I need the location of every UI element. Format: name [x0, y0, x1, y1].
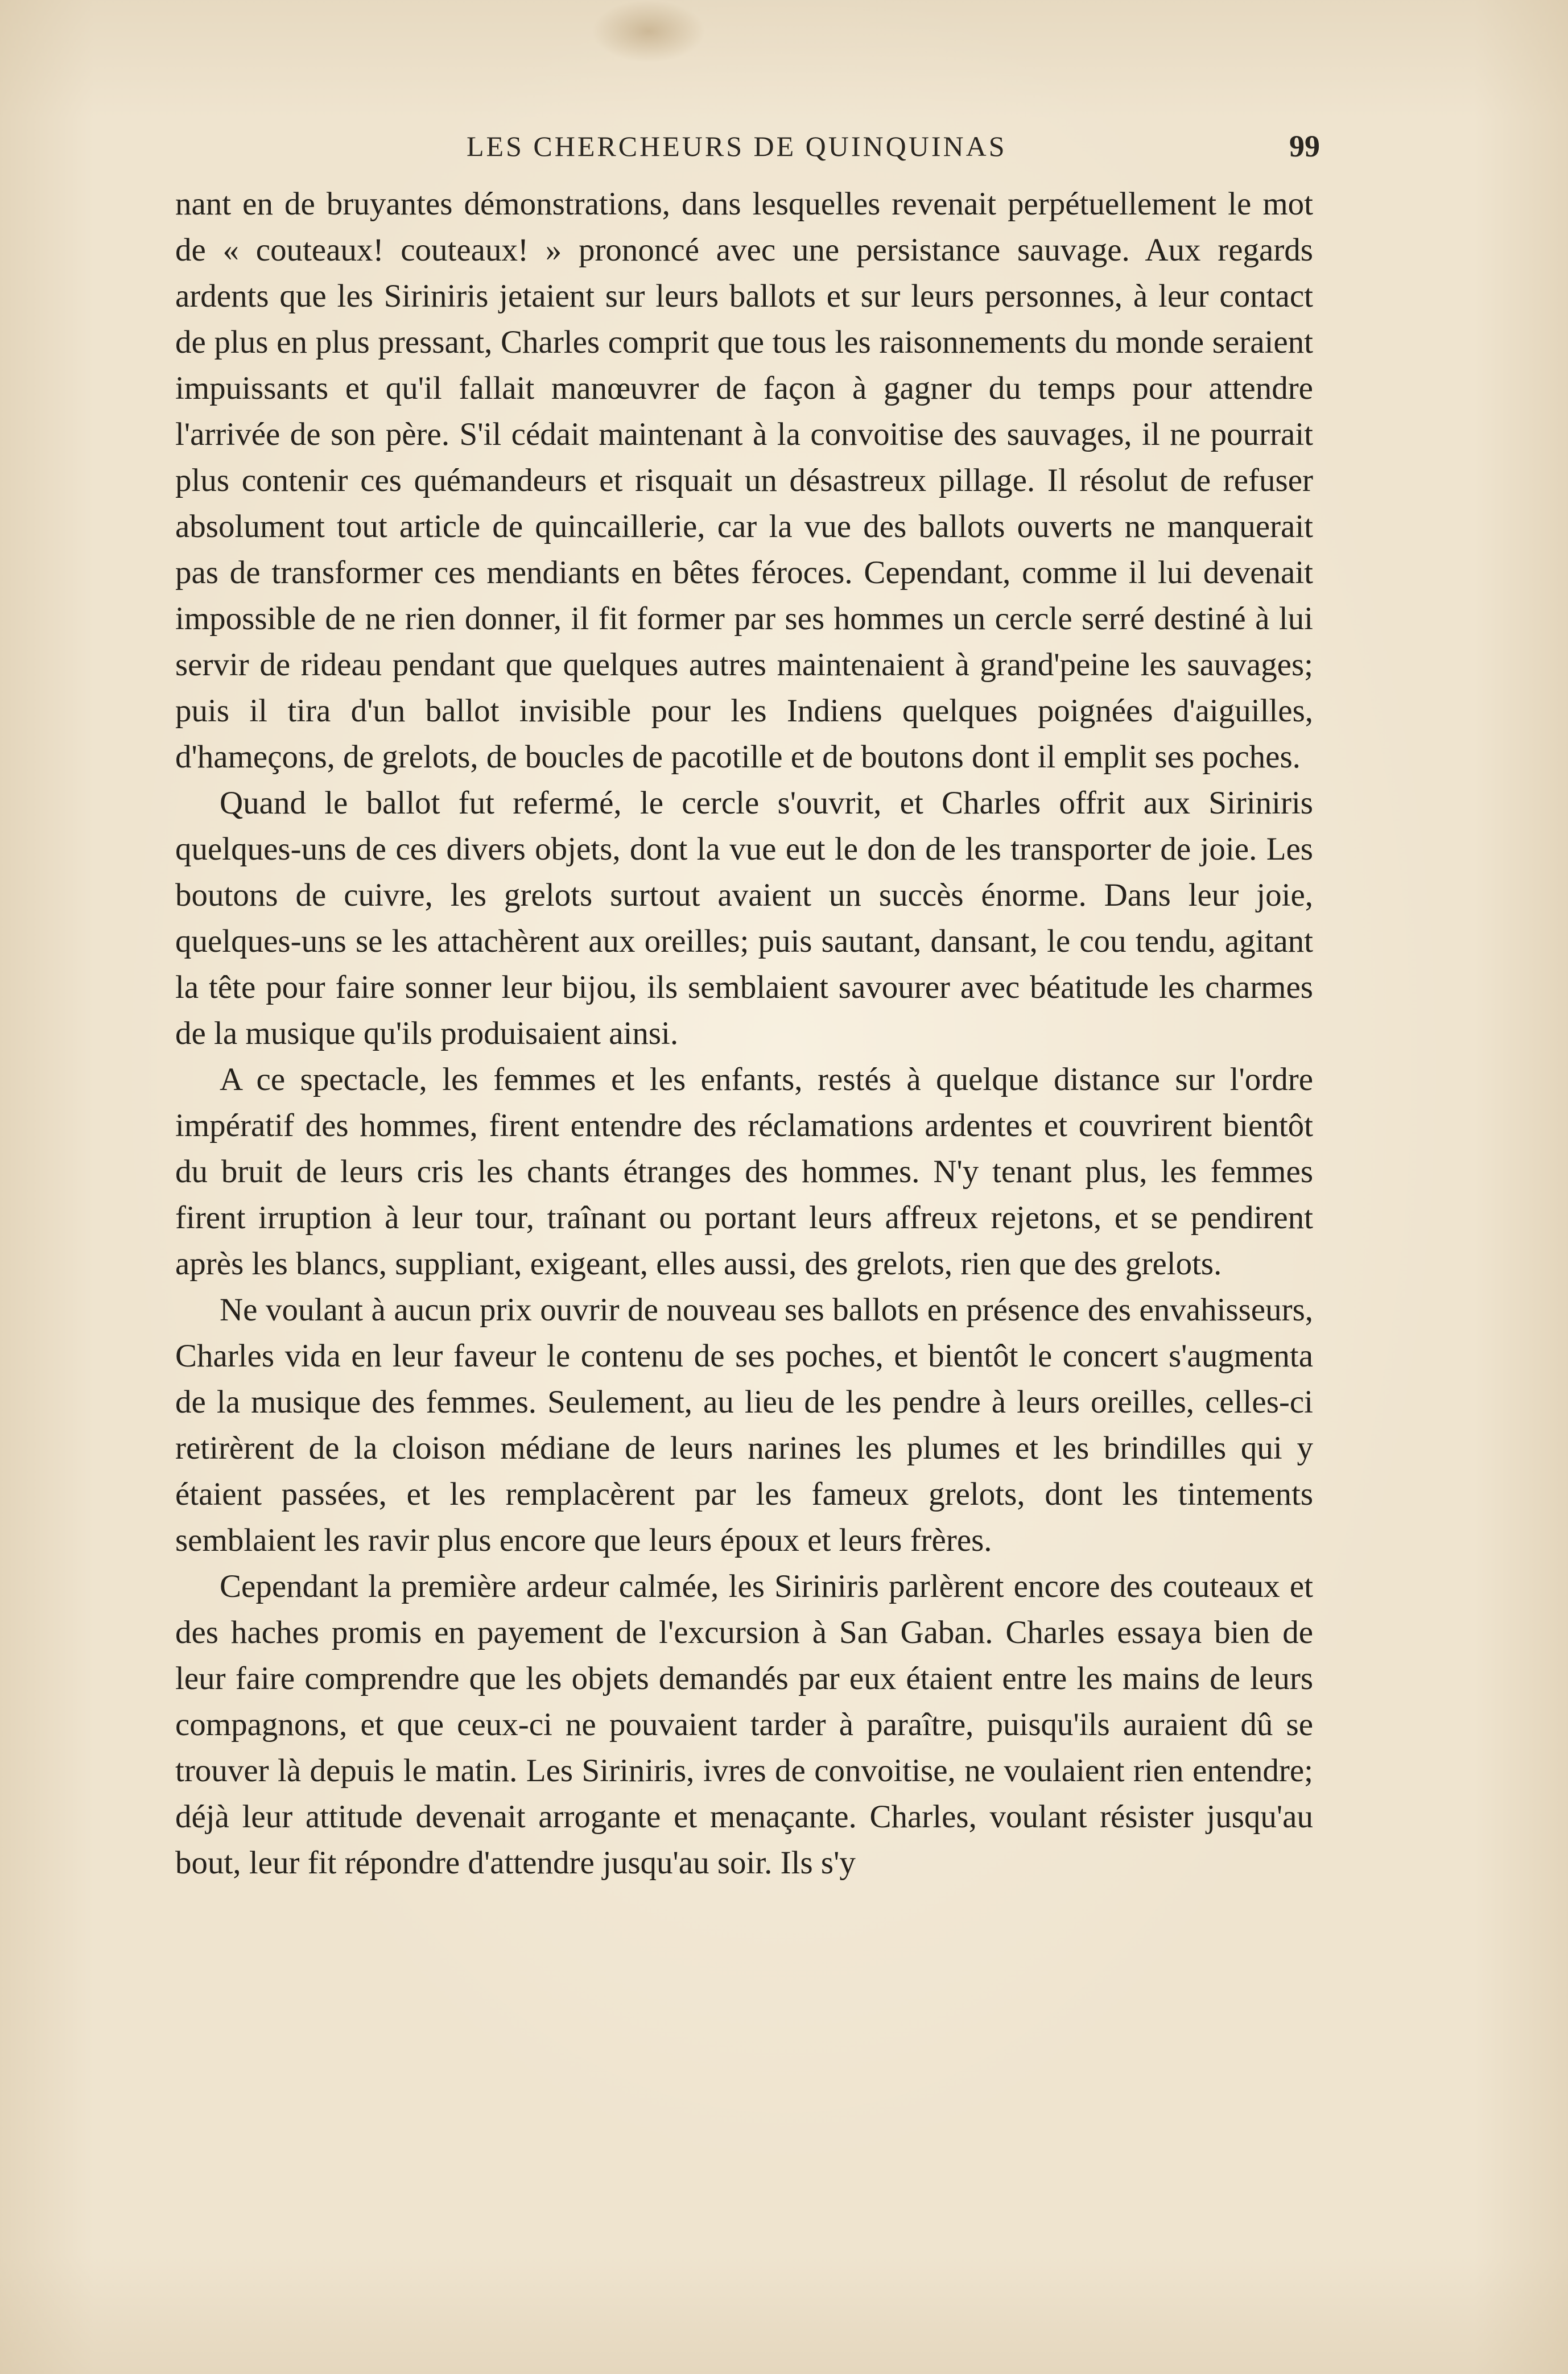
paper-stain [592, 0, 705, 63]
page-number: 99 [1289, 129, 1320, 163]
paragraph: Quand le ballot fut refermé, le cercle s'ouvrit, et Charles offrit aux Siriniris quelques-uns de ces divers objets, dont la vue eut le don de les transporter de joie. Les boutons de cuivre, les grelots surtout avaient un succès énorme. Dans leur joie, quelques-uns se les attachèrent aux oreilles; puis sautant, dansant, le cou tendu, agitant la tête pour faire sonner leur bijou, ils semblaient savourer avec béatitude les charmes de la musique qu'ils produisaient ainsi. [175, 785, 1313, 1051]
running-head: LES CHERCHEURS DE QUINQUINAS [467, 130, 1007, 162]
paragraph: Cependant la première ardeur calmée, les Siriniris parlèrent encore des couteaux et des haches promis en payement de l'excursion à San Gaban. Charles essaya bien de leur faire comprendre que les objets demandés par eux étaient entre les mains de leurs compagnons, et que ceux-ci ne pouvaient tarder à paraître, puisqu'ils auraient dû se trouver là depuis le matin. Les Siriniris, ivres de convoitise, ne voulaient rien entendre; déjà leur attitude devenait arrogante et menaçante. Charles, voulant résister jusqu'au bout, leur fit répondre d'attendre jusqu'au soir. Ils s'y [175, 1568, 1313, 1881]
body-text [175, 181, 1313, 1886]
paragraph: Ne voulant à aucun prix ouvrir de nouveau ses ballots en présence des envahisseurs, Charles vida en leur faveur le contenu de ses poches, et bientôt le concert s'augmenta de la musique des femmes. Seulement, au lieu de les pendre à leurs oreilles, celles-ci retirèrent de la cloison médiane de leurs narines les plumes et les brindilles qui y étaient passées, et les remplacèrent par les fameux grelots, dont les tintements semblaient les ravir plus encore que leurs époux et leurs frères. [175, 1292, 1313, 1558]
paragraph: A ce spectacle, les femmes et les enfants, restés à quelque distance sur l'ordre impératif des hommes, firent entendre des réclamations ardentes et couvrirent bientôt du bruit de leurs cris les chants étranges des hommes. N'y tenant plus, les femmes firent irruption à leur tour, traînant ou portant leurs affreux rejetons, et se pendirent après les blancs, suppliant, exigeant, elles aussi, des grelots, rien que des grelots. [175, 1062, 1313, 1282]
page-header [171, 121, 1320, 172]
paragraph: nant en de bruyantes démonstrations, dans lesquelles revenait perpétuellement le mot de « couteaux! couteaux! » prononcé avec une persistance sauvage. Aux regards ardents que les Siriniris jetaient sur leurs ballots et sur leurs personnes, à leur contact de plus en plus pressant, Charles comprit que tous les raisonnements du monde seraient impuissants et qu'il fallait manœuvrer de façon à gagner du temps pour attendre l'arrivée de son père. S'il cédait maintenant à la convoitise des sauvages, il ne pourrait plus contenir ces quémandeurs et risquait un désastreux pillage. Il résolut de refuser absolument tout article de quincaillerie, car la vue des ballots ouverts ne manquerait pas de transformer ces mendiants en bêtes féroces. Cependant, comme il lui devenait impossible de ne rien donner, il fit former par ses hommes un cercle serré destiné à lui servir de rideau pendant que quelques autres maintenaient à grand'peine les sauvages; puis il tira d'un ballot invisible pour les Indiens quelques poignées d'aiguilles, d'hameçons, de grelots, de boucles de pacotille et de boutons dont il emplit ses poches. [175, 186, 1313, 775]
